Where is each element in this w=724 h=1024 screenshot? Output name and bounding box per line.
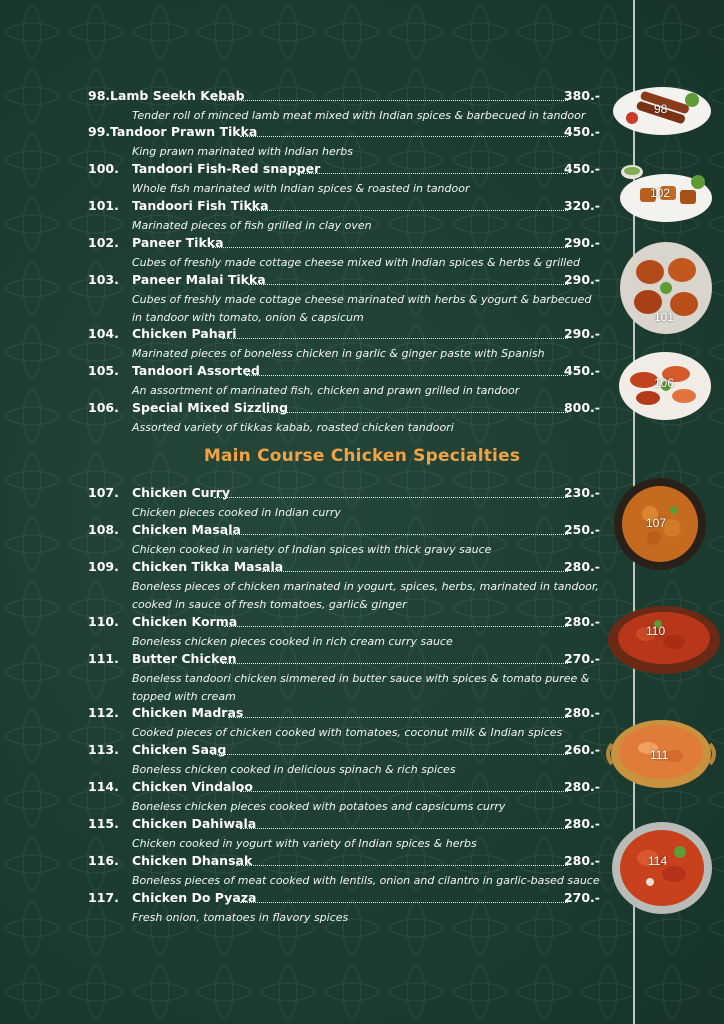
item-price: 800.- <box>563 400 600 415</box>
dish-number-label: 102 <box>650 186 671 200</box>
item-description: Chicken cooked in yogurt with variety of Indian spices & herbs <box>132 837 477 850</box>
menu-item-100 <box>88 161 600 198</box>
item-name: Chicken Vindaloo <box>132 779 253 794</box>
menu-item-101 <box>88 198 600 235</box>
dotted-leader <box>264 412 568 413</box>
menu-item-114 <box>88 779 600 816</box>
item-number: 111. <box>88 651 119 666</box>
chicken-vindaloo-pot-photo <box>610 816 714 916</box>
item-price: 290.- <box>563 235 600 250</box>
dotted-leader <box>246 375 568 376</box>
dotted-leader <box>250 210 568 211</box>
item-price: 290.- <box>563 326 600 341</box>
dotted-leader <box>240 136 568 137</box>
item-number: 102. <box>88 235 119 250</box>
item-number: 104. <box>88 326 119 341</box>
menu-item-106 <box>88 400 600 437</box>
menu-item-108 <box>88 522 600 559</box>
item-number: 99. <box>88 124 111 139</box>
item-name: Paneer Malai Tikka <box>132 272 266 287</box>
dish-number-label: 98 <box>654 102 668 116</box>
dotted-leader <box>224 626 568 627</box>
item-price: 280.- <box>563 779 600 794</box>
menu-item-115 <box>88 816 600 853</box>
menu-item-117 <box>88 890 600 927</box>
item-name: Special Mixed Sizzling <box>132 400 289 415</box>
item-name: Chicken Do Pyaza <box>132 890 257 905</box>
item-price: 280.- <box>563 614 600 629</box>
chicken-curry-bowl-photo <box>614 478 706 570</box>
item-name: Tandoori Fish Tikka <box>132 198 269 213</box>
menu-item-110 <box>88 614 600 651</box>
item-description: Marinated pieces of boneless chicken in garlic & ginger paste with Spanish <box>132 347 545 360</box>
dotted-leader <box>248 284 568 285</box>
menu-item-113 <box>88 742 600 779</box>
item-name: Chicken Dahiwala <box>132 816 257 831</box>
menu-item-112 <box>88 705 600 742</box>
item-number: 115. <box>88 816 119 831</box>
item-description: Chicken cooked in variety of Indian spices with thick gravy sauce <box>132 543 492 556</box>
menu-item-104 <box>88 326 600 363</box>
item-number: 116. <box>88 853 119 868</box>
item-number: 117. <box>88 890 119 905</box>
item-name: Tandoori Assorted <box>132 363 260 378</box>
section-title: Main Course Chicken Specialties <box>203 446 521 466</box>
item-number: 112. <box>88 705 119 720</box>
dotted-leader <box>212 247 568 248</box>
item-description: Chicken pieces cooked in Indian curry <box>132 506 341 519</box>
menu-item-105 <box>88 363 600 400</box>
paneer-plate-photo <box>610 160 714 226</box>
item-number: 109. <box>88 559 119 574</box>
item-number: 106. <box>88 400 119 415</box>
item-price: 450.- <box>563 161 600 176</box>
menu-item-102 <box>88 235 600 272</box>
item-name: Chicken Madras <box>132 705 244 720</box>
item-name: Paneer Tikka <box>132 235 224 250</box>
item-name: Chicken Saag <box>132 742 227 757</box>
dish-number-label: 114 <box>648 854 668 868</box>
item-description: King prawn marinated with Indian herbs <box>132 145 354 158</box>
item-name: Chicken Tikka Masala <box>132 559 284 574</box>
item-name: Lamb Seekh Kebab <box>110 88 245 103</box>
item-description: Fresh onion, tomatoes in flavory spices <box>132 911 349 924</box>
item-price: 280.- <box>563 705 600 720</box>
item-description: Boneless pieces of chicken marinated in yogurt, spices, herbs, marinated in tandoor, cooked in sauce of fresh tomatoes, garlic& ginger <box>132 580 599 611</box>
item-price: 450.- <box>563 124 600 139</box>
item-description: Cooked pieces of chicken cooked with tomatoes, coconut milk & Indian spices <box>132 726 563 739</box>
item-number: 107. <box>88 485 119 500</box>
dotted-leader <box>214 100 568 101</box>
item-number: 110. <box>88 614 119 629</box>
item-description: Cubes of freshly made cottage cheese mixed with Indian spices & herbs & grilled <box>132 256 580 269</box>
item-description: Boneless chicken cooked in delicious spinach & rich spices <box>132 763 456 776</box>
kebab-plate-photo <box>612 80 712 138</box>
item-price: 230.- <box>563 485 600 500</box>
item-name: Chicken Masala <box>132 522 241 537</box>
item-price: 260.- <box>563 742 600 757</box>
item-description: Tender roll of minced lamb meat mixed with Indian spices & barbecued in tandoor <box>132 109 586 122</box>
dotted-leader <box>262 571 568 572</box>
item-number: 108. <box>88 522 119 537</box>
item-description: Boneless tandoori chicken simmered in butter sauce with spices & tomato puree & topped with cream <box>132 672 590 703</box>
item-price: 270.- <box>563 890 600 905</box>
item-name: Butter Chicken <box>132 651 237 666</box>
menu-item-109 <box>88 559 600 614</box>
item-description: Boneless chicken pieces cooked with potatoes and capsicums curry <box>132 800 506 813</box>
dotted-leader <box>228 717 568 718</box>
item-number: 114. <box>88 779 119 794</box>
fish-tikka-photo <box>620 242 712 334</box>
item-number: 113. <box>88 742 119 757</box>
dish-number-label: 111 <box>650 748 669 762</box>
item-description: Cubes of freshly made cottage cheese marinated with herbs & yogurt & barbecued in tandoor with tomato, onion & capsicum <box>132 293 592 324</box>
item-price: 250.- <box>563 522 600 537</box>
dotted-leader <box>226 534 568 535</box>
chicken-korma-dish-photo <box>606 602 722 676</box>
dotted-leader <box>214 497 568 498</box>
item-description: Marinated pieces of fish grilled in clay oven <box>132 219 372 232</box>
item-description: Boneless chicken pieces cooked in rich cream curry sauce <box>132 635 453 648</box>
dotted-leader <box>240 902 568 903</box>
item-price: 270.- <box>563 651 600 666</box>
dotted-leader <box>222 663 568 664</box>
item-number: 103. <box>88 272 119 287</box>
item-price: 280.- <box>563 853 600 868</box>
menu-item-98 <box>88 88 600 125</box>
menu-item-103 <box>88 272 600 327</box>
butter-chicken-bowl-photo <box>604 714 718 790</box>
menu-item-99 <box>88 124 600 161</box>
item-name: Chicken Curry <box>132 485 231 500</box>
item-name: Chicken Pahari <box>132 326 237 341</box>
dish-number-label: 110 <box>646 624 666 638</box>
item-price: 290.- <box>563 272 600 287</box>
item-price: 280.- <box>563 816 600 831</box>
dotted-leader <box>236 865 568 866</box>
assorted-platter-photo <box>618 350 712 422</box>
item-number: 105. <box>88 363 119 378</box>
dish-number-label: 101 <box>654 310 675 324</box>
menu-item-116 <box>88 853 600 890</box>
dish-number-label: 106 <box>654 376 675 390</box>
dotted-leader <box>240 828 568 829</box>
item-description: Whole fish marinated with Indian spices & roasted in tandoor <box>132 182 470 195</box>
item-number: 101. <box>88 198 119 213</box>
menu-item-107 <box>88 485 600 522</box>
item-number: 100. <box>88 161 119 176</box>
dish-number-label: 107 <box>646 516 667 530</box>
dotted-leader <box>212 754 568 755</box>
item-name: Tandoori Fish-Red snapper <box>132 161 321 176</box>
item-number: 98. <box>88 88 111 103</box>
chicken-korma-dish-image <box>606 602 722 676</box>
item-name: Tandoor Prawn Tikka <box>110 124 258 139</box>
dotted-leader <box>222 338 568 339</box>
item-price: 450.- <box>563 363 600 378</box>
menu-item-111 <box>88 651 600 706</box>
item-price: 280.- <box>563 559 600 574</box>
item-name: Chicken Dhansak <box>132 853 253 868</box>
item-description: Boneless pieces of meat cooked with lentils, onion and cilantro in garlic-based sauce <box>132 874 600 887</box>
item-price: 320.- <box>563 198 600 213</box>
dotted-leader <box>240 791 568 792</box>
item-price: 380.- <box>563 88 600 103</box>
dotted-leader <box>296 173 568 174</box>
item-description: Assorted variety of tikkas kabab, roasted chicken tandoori <box>132 421 454 434</box>
item-name: Chicken Korma <box>132 614 238 629</box>
item-description: An assortment of marinated fish, chicken and prawn grilled in tandoor <box>132 384 520 397</box>
